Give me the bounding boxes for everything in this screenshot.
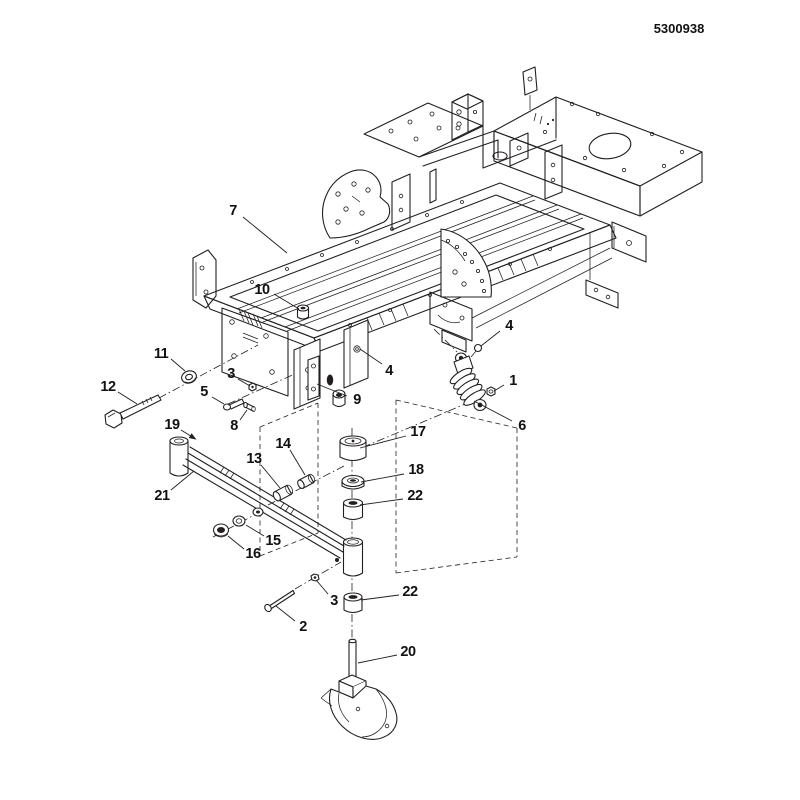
callout-22 <box>361 584 418 600</box>
callout-leader-line <box>361 474 404 482</box>
callout-arrowhead <box>189 433 197 439</box>
callout-label: 9 <box>353 392 361 408</box>
callout-3 <box>317 581 338 609</box>
callout-19 <box>164 417 196 440</box>
callout-16 <box>228 536 261 562</box>
callout-18 <box>361 462 424 482</box>
callout-label: 22 <box>402 584 418 600</box>
callout-label: 7 <box>229 203 237 219</box>
callout-leader-line <box>481 331 500 346</box>
callout-label: 14 <box>275 436 291 452</box>
bushing-part-22-upper <box>344 499 363 520</box>
callout-leader-line <box>360 499 403 505</box>
callout-leader-line <box>360 436 406 448</box>
pin-part-8 <box>244 403 256 412</box>
frame-rear-deck <box>494 97 702 216</box>
callout-leader-line <box>290 450 305 475</box>
callout-label: 21 <box>154 488 170 504</box>
engine-mount-hole <box>587 130 632 161</box>
callout-leader-line <box>212 397 224 404</box>
callout-leader-line <box>358 655 397 663</box>
callout-label: 3 <box>330 593 338 609</box>
callout-21 <box>154 471 194 504</box>
callout-label: 17 <box>410 424 426 440</box>
bolt-part-5 <box>224 399 245 410</box>
frame-sector-plate <box>441 229 491 297</box>
shock-absorber <box>448 345 495 411</box>
nut-part-3-lower <box>311 574 319 581</box>
callout-label: 19 <box>164 417 180 433</box>
bushing-part-14 <box>296 473 316 489</box>
frame-ear-plate <box>323 170 390 238</box>
frame-upper-brackets <box>364 67 556 168</box>
nut-part-1 <box>487 387 495 396</box>
bushing-part-10 <box>298 305 309 319</box>
caster-fork <box>321 639 397 739</box>
callout-leader-line <box>494 385 504 391</box>
callout-label: 13 <box>246 451 262 467</box>
callout-leader-line <box>118 392 137 404</box>
callout-label: 6 <box>518 418 526 434</box>
callout-label: 5 <box>200 384 208 400</box>
callout-leader-line <box>361 595 399 600</box>
ball-stud-part-4 <box>475 345 482 352</box>
callout-1 <box>494 373 517 391</box>
hardware <box>105 305 319 613</box>
callout-2 <box>276 606 307 635</box>
callout-label: 12 <box>100 379 116 395</box>
callout-label: 4 <box>385 363 393 379</box>
bolt-part-12 <box>105 395 161 428</box>
bushing-part-22-lower <box>344 593 362 613</box>
callout-label: 1 <box>509 373 517 389</box>
callout-label: 11 <box>153 346 169 362</box>
callout-4 <box>481 318 513 346</box>
callout-label: 2 <box>299 619 307 635</box>
pivot-tube <box>344 538 363 576</box>
bearing-part-18 <box>342 476 364 490</box>
bushing-part-13 <box>272 484 294 502</box>
callout-label: 22 <box>407 488 423 504</box>
spacer-part-17 <box>340 436 366 461</box>
callout-leader-line <box>171 359 185 371</box>
callout-22 <box>360 488 423 505</box>
callout-leader-line <box>243 217 287 253</box>
callout-leader-line <box>261 465 280 488</box>
callout-label: 20 <box>400 644 416 660</box>
callout-label: 4 <box>505 318 513 334</box>
washer-part-11 <box>180 369 198 385</box>
callout-label: 8 <box>230 418 238 434</box>
callout-11 <box>154 346 185 371</box>
callout-5 <box>200 384 224 404</box>
callout-leader-line <box>274 294 299 309</box>
callout-14 <box>275 436 305 475</box>
callout-leader-line <box>228 536 244 549</box>
callout-leader-line <box>276 606 295 621</box>
bracket-part-9 <box>308 356 319 400</box>
callout-leader-line <box>246 525 264 536</box>
callout-leader-line <box>317 581 328 594</box>
callout-7 <box>229 203 287 253</box>
bushing-stack <box>340 436 366 613</box>
callout-leader-line <box>317 384 347 396</box>
callout-3 <box>227 366 250 386</box>
nut-part-3-upper <box>249 383 256 391</box>
callout-label: 15 <box>265 533 281 549</box>
callout-13 <box>246 451 280 488</box>
drawing-number: 5300938 <box>653 21 705 36</box>
callout-20 <box>358 644 416 663</box>
callout-leader-line <box>240 410 247 420</box>
bolt-part-2 <box>263 591 294 613</box>
callout-12 <box>100 379 137 404</box>
callout-label: 16 <box>245 546 261 562</box>
callout-8 <box>230 410 247 434</box>
callout-label: 10 <box>254 282 270 298</box>
frame-main-rails <box>204 145 616 351</box>
callout-label: 18 <box>408 462 424 478</box>
callout-label: 3 <box>227 366 235 382</box>
bushing-part-16 <box>214 524 229 537</box>
washer-part-15 <box>233 516 245 526</box>
